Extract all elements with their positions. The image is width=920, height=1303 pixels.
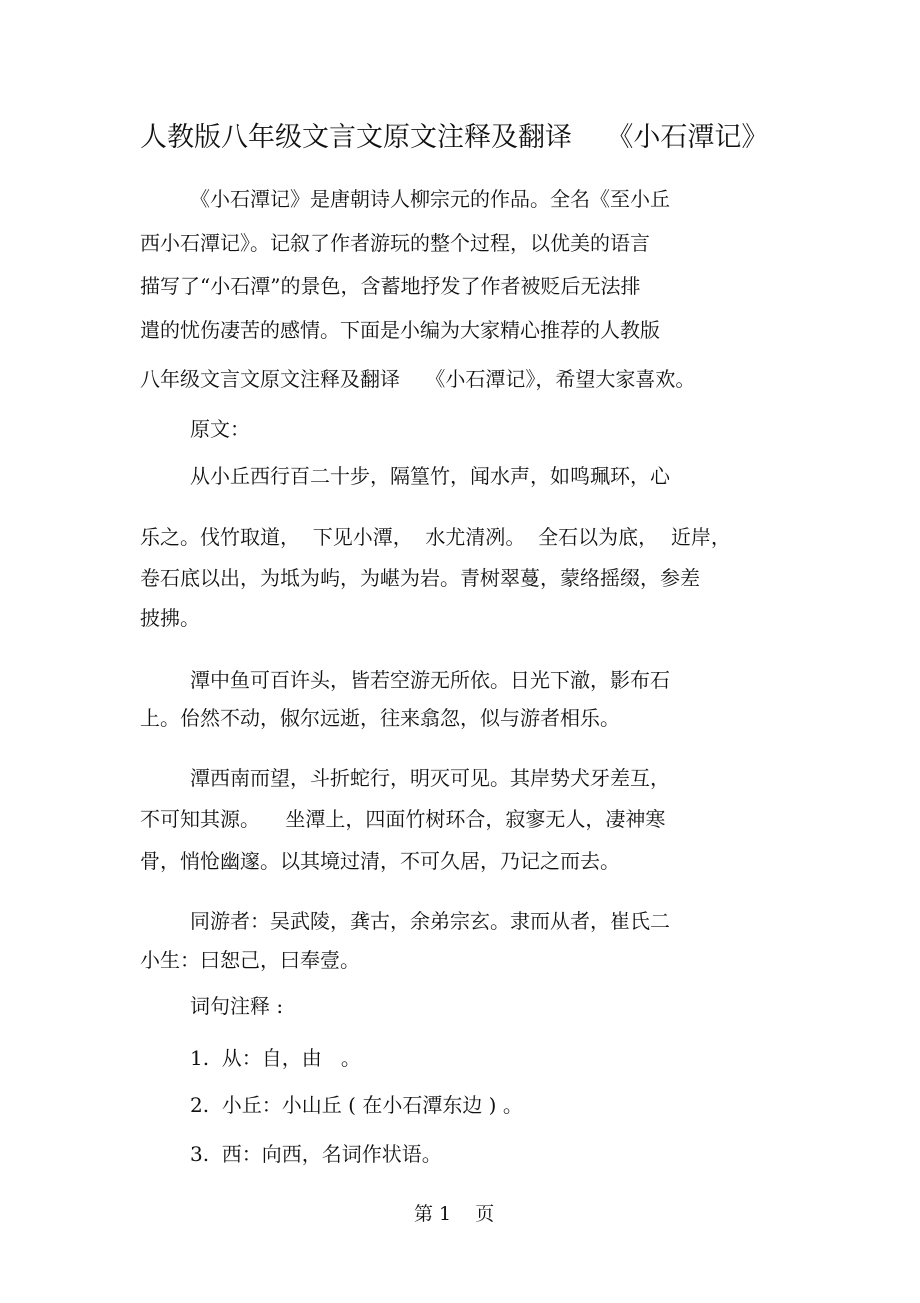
intro-line: 八年级文言文原文注释及翻译 《小石潭记》，希望大家喜欢。 bbox=[140, 367, 696, 391]
original-heading: 原文： bbox=[190, 417, 250, 441]
paragraph-line: 同游者：吴武陵，龚古，余弟宗玄。隶而从者，崔氏二 bbox=[190, 909, 670, 933]
paragraph-line: 小生：曰恕己，曰奉壹。 bbox=[140, 948, 360, 972]
paragraph-line: 不可知其源。 坐潭上，四面竹树环合，寂寥无人，凄神寒 bbox=[140, 807, 666, 831]
paragraph-line: 骨，悄怆幽邃。以其境过清，不可久居，乃记之而去。 bbox=[140, 849, 620, 873]
paragraph-line: 从小丘西行百二十步，隔篁竹，闻水声，如鸣珮环，心 bbox=[190, 464, 670, 488]
paragraph-line: 潭西南而望，斗折蛇行，明灭可见。其岸势犬牙差互， bbox=[190, 766, 670, 790]
note-item: 2. 小丘：小山丘 ( 在小石潭东边 ) 。 bbox=[190, 1093, 523, 1117]
intro-line: 西小石潭记》。记叙了作者游玩的整个过程，以优美的语言 bbox=[140, 231, 650, 255]
note-item: 3. 西：向西，名词作状语。 bbox=[190, 1142, 442, 1166]
intro-line: 描写了“小石潭”的景色，含蓄地抒发了作者被贬后无法排 bbox=[140, 274, 641, 298]
document-title: 人教版八年级文言文原文注释及翻译 《小石潭记》 bbox=[140, 122, 769, 153]
paragraph-line: 上。佁然不动，俶尔远逝，往来翕忽，似与游者相乐。 bbox=[140, 706, 620, 730]
paragraph-line: 潭中鱼可百许头，皆若空游无所依。日光下澈，影布石 bbox=[190, 668, 670, 692]
intro-line: 遣的忧伤凄苦的感情。下面是小编为大家精心推荐的人教版 bbox=[140, 318, 660, 342]
notes-heading: 词句注释 : bbox=[190, 994, 284, 1018]
intro-line: 《小石潭记》是唐朝诗人柳宗元的作品。全名《至小丘 bbox=[190, 187, 670, 211]
note-item: 1. 从：自，由 。 bbox=[190, 1046, 361, 1070]
paragraph-line: 乐之。伐竹取道， 下见小潭， 水尤清冽。 全石以为底， 近岸， bbox=[140, 525, 731, 549]
paragraph-line: 卷石底以出，为坻为屿，为嵁为岩。青树翠蔓，蒙络摇缀，参差 bbox=[140, 566, 700, 590]
page-number: 第 1 页 bbox=[414, 1203, 495, 1225]
paragraph-line: 披拂。 bbox=[140, 606, 200, 630]
